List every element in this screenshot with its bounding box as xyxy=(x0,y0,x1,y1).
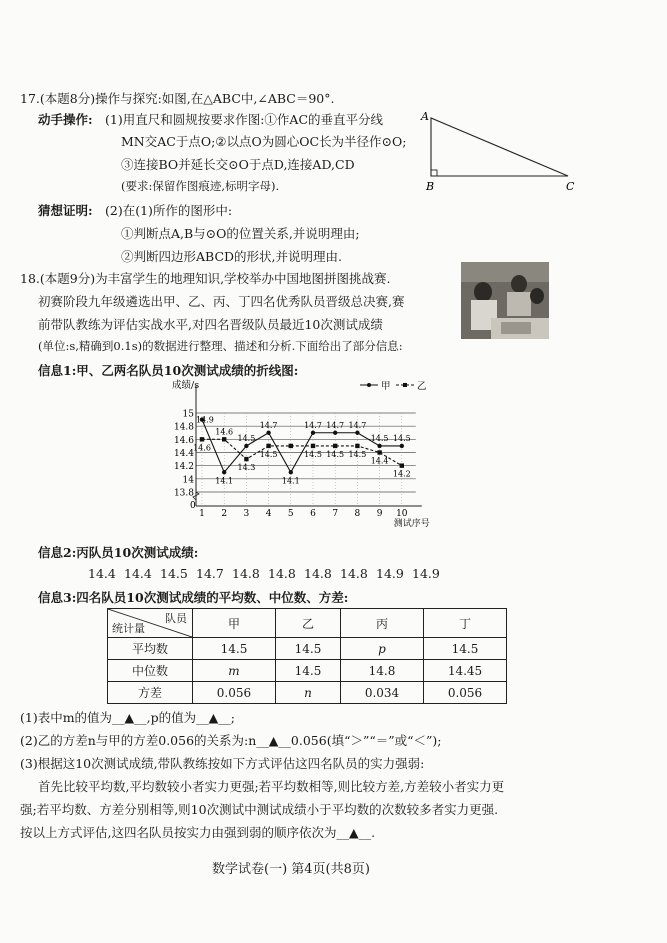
data-point-jia xyxy=(355,431,359,435)
x-tick-label: 1 xyxy=(199,509,205,519)
table-row xyxy=(108,638,507,660)
students-photo xyxy=(461,262,549,339)
legend-label-jia: 甲 xyxy=(381,381,391,392)
data-label: 14.7 xyxy=(348,420,367,430)
legend-marker-jia xyxy=(367,383,371,387)
data-label: 14.3 xyxy=(237,463,256,473)
legend-label-yi: 乙 xyxy=(417,381,427,392)
data-label: 14.5 xyxy=(370,433,389,443)
column-header: 乙 xyxy=(275,609,340,638)
sub-question-1: (1)表中m的值为__▲__,p的值为__▲__; xyxy=(20,710,235,725)
info2-value: 14.4 xyxy=(88,566,116,581)
data-point-yi xyxy=(400,463,404,467)
column-header: 甲 xyxy=(193,609,276,638)
sub-question-3-line2: 首先比较平均数,平均数较小者实力更强;若平均数相等,则比较方差,方差较小者实力更 xyxy=(38,779,505,794)
x-tick-label: 6 xyxy=(310,509,316,519)
table-cell: 14.5 xyxy=(423,638,506,660)
data-point-yi xyxy=(266,444,270,448)
info2-value: 14.4 xyxy=(124,566,152,581)
data-label: 14.6 xyxy=(215,427,234,437)
info2-value: 14.5 xyxy=(160,566,188,581)
data-label: 14.5 xyxy=(348,449,367,459)
data-label: 14.7 xyxy=(259,420,278,430)
data-point-jia xyxy=(289,470,293,474)
data-point-yi xyxy=(222,437,226,441)
sub-question-3-line4: 按以上方式评估,这四名队员按实力由强到弱的顺序依次为__▲__. xyxy=(20,825,376,840)
table-cell: p xyxy=(341,638,424,660)
table-cell: 0.056 xyxy=(193,682,276,704)
data-point-jia xyxy=(222,470,226,474)
y-tick-label: 14.2 xyxy=(173,462,194,473)
q17-operation-line1: (1)用直尺和圆规按要求作图:①作AC的垂直平分线 xyxy=(105,112,384,127)
data-point-yi xyxy=(244,457,248,461)
q17-operation-label: 动手操作: xyxy=(38,112,93,127)
origin-label: 0 xyxy=(190,501,196,511)
info2-value: 14.8 xyxy=(268,566,296,581)
data-point-jia xyxy=(266,431,270,435)
q17-operation-line3: ③连接BO并延长交⊙O于点D,连接AD,CD xyxy=(121,157,355,172)
sub-question-3-line3: 强;若平均数、方差分别相等,则10次测试中测试成绩小于平均数的次数较多者实力更强. xyxy=(20,802,499,817)
data-label: 14.2 xyxy=(392,469,411,479)
sub-question-2: (2)乙的方差n与甲的方差0.056的关系为:n__▲__0.056(填“＞”“＝”或“＜”); xyxy=(20,733,442,748)
data-label: 14.5 xyxy=(304,449,322,459)
label-b: B xyxy=(426,180,435,193)
info1-label: 信息1:甲、乙两名队员10次测试成绩的折线图: xyxy=(38,363,299,378)
y-tick-label: 14.6 xyxy=(173,435,194,446)
label-a: A xyxy=(421,110,429,123)
info2-value: 14.7 xyxy=(196,566,224,581)
data-label: 14.5 xyxy=(259,449,278,459)
data-label: 14.9 xyxy=(196,415,214,425)
q17-guess-label: 猜想证明: xyxy=(38,203,93,218)
line-chart xyxy=(160,378,460,528)
table-cell: 14.8 xyxy=(341,660,424,682)
x-tick-label: 4 xyxy=(265,509,272,519)
data-point-jia xyxy=(400,444,404,448)
label-c: C xyxy=(566,180,575,193)
y-tick-label: 14.8 xyxy=(173,422,194,433)
x-tick-label: 9 xyxy=(376,509,383,519)
table-cell: 14.5 xyxy=(193,638,276,660)
data-label: 14.1 xyxy=(215,476,234,486)
y-tick-label: 15 xyxy=(182,409,194,420)
data-label: 14.1 xyxy=(281,476,300,486)
x-tick-label: 10 xyxy=(396,509,408,519)
y-axis-label: 成绩/s xyxy=(172,380,200,391)
y-tick-label: 13.8 xyxy=(173,488,194,499)
row-label: 中位数 xyxy=(108,660,193,682)
q18-line3: 前带队教练为评估实战水平,对四名晋级队员最近10次测试成绩 xyxy=(38,317,383,332)
table-row xyxy=(108,660,507,682)
q18-line4: (单位:s,精确到0.1s)的数据进行整理、描述和分析.下面给出了部分信息: xyxy=(38,339,403,353)
triangle-figure xyxy=(418,108,598,194)
data-label: 14.4 xyxy=(370,456,389,466)
table-cell: 14.5 xyxy=(275,660,340,682)
info2-value: 14.8 xyxy=(232,566,260,581)
y-tick-label: 14 xyxy=(182,475,194,486)
row-label: 平均数 xyxy=(108,638,193,660)
table-cell: 0.034 xyxy=(341,682,424,704)
triangle-abc xyxy=(431,118,568,176)
table-cell: 0.056 xyxy=(423,682,506,704)
data-point-jia xyxy=(333,431,337,435)
row-label: 方差 xyxy=(108,682,193,704)
data-label: 14.6 xyxy=(193,443,211,453)
info2-value: 14.8 xyxy=(304,566,332,581)
page-footer: 数学试卷(一) 第4页(共8页) xyxy=(212,862,370,877)
info3-label: 信息3:四名队员10次测试成绩的平均数、中位数、方差: xyxy=(38,590,349,605)
right-angle-mark xyxy=(431,170,437,176)
data-point-yi xyxy=(333,444,337,448)
stats-table xyxy=(107,608,507,704)
x-tick-label: 2 xyxy=(221,509,228,519)
q17-guess-line3: ②判断四边形ABCD的形状,并说明理由. xyxy=(121,249,342,264)
q17-guess-line2: ①判断点A,B与⊙O的位置关系,并说明理由; xyxy=(121,226,360,241)
q18-line2: 初赛阶段九年级遴选出甲、乙、丙、丁四名优秀队员晋级总决赛,赛 xyxy=(38,294,405,309)
q18-line1: 18.(本题9分)为丰富学生的地理知识,学校举办中国地图拼图挑战赛. xyxy=(20,271,391,286)
data-point-yi xyxy=(311,444,315,448)
q17-operation-line2: MN交AC于点O;②以点O为圆心OC长为半径作⊙O; xyxy=(121,134,407,149)
q17-header: 17.(本题8分)操作与探究:如图,在△ABC中,∠ABC＝90°. xyxy=(20,91,335,106)
x-tick-label: 5 xyxy=(287,509,294,519)
data-point-jia xyxy=(377,444,381,448)
info2-value: 14.9 xyxy=(412,566,440,581)
table-cell: 14.45 xyxy=(423,660,506,682)
x-tick-label: 3 xyxy=(243,509,250,519)
data-label: 14.7 xyxy=(326,420,345,430)
table-cell: n xyxy=(275,682,340,704)
sub-question-3-line1: (3)根据这10次测试成绩,带队教练按如下方式评估这四名队员的实力强弱: xyxy=(20,756,425,771)
legend-marker-yi xyxy=(403,383,407,387)
table-cell: m xyxy=(193,660,276,682)
x-axis-label: 测试序号 xyxy=(393,519,430,528)
data-point-jia xyxy=(311,431,315,435)
chart-legend xyxy=(360,381,427,392)
data-point-yi xyxy=(200,437,204,441)
data-point-jia xyxy=(244,444,248,448)
corner-bottom-label: 统计量 xyxy=(112,622,145,635)
data-label: 14.5 xyxy=(326,449,345,459)
data-point-yi xyxy=(377,450,381,454)
info2-value: 14.9 xyxy=(376,566,404,581)
x-tick-label: 7 xyxy=(332,509,339,519)
table-header-row xyxy=(108,609,507,638)
column-header: 丙 xyxy=(341,609,424,638)
table-row xyxy=(108,682,507,704)
table-cell: 14.5 xyxy=(275,638,340,660)
data-point-yi xyxy=(355,444,359,448)
data-label: 14.5 xyxy=(237,433,256,443)
data-point-yi xyxy=(289,444,293,448)
table-corner-cell xyxy=(108,609,193,638)
info2-label: 信息2:丙队员10次测试成绩: xyxy=(38,545,199,560)
y-tick-label: 14.4 xyxy=(173,449,194,459)
column-header: 丁 xyxy=(423,609,506,638)
data-label: 14.7 xyxy=(304,420,322,430)
x-tick-label: 8 xyxy=(354,509,361,519)
info2-value: 14.8 xyxy=(340,566,368,581)
data-label: 14.5 xyxy=(392,433,411,443)
q17-operation-line4: (要求:保留作图痕迹,标明字母). xyxy=(121,179,280,193)
q17-guess-line1: (2)在(1)所作的图形中: xyxy=(105,203,233,218)
corner-top-label: 队员 xyxy=(165,612,187,625)
